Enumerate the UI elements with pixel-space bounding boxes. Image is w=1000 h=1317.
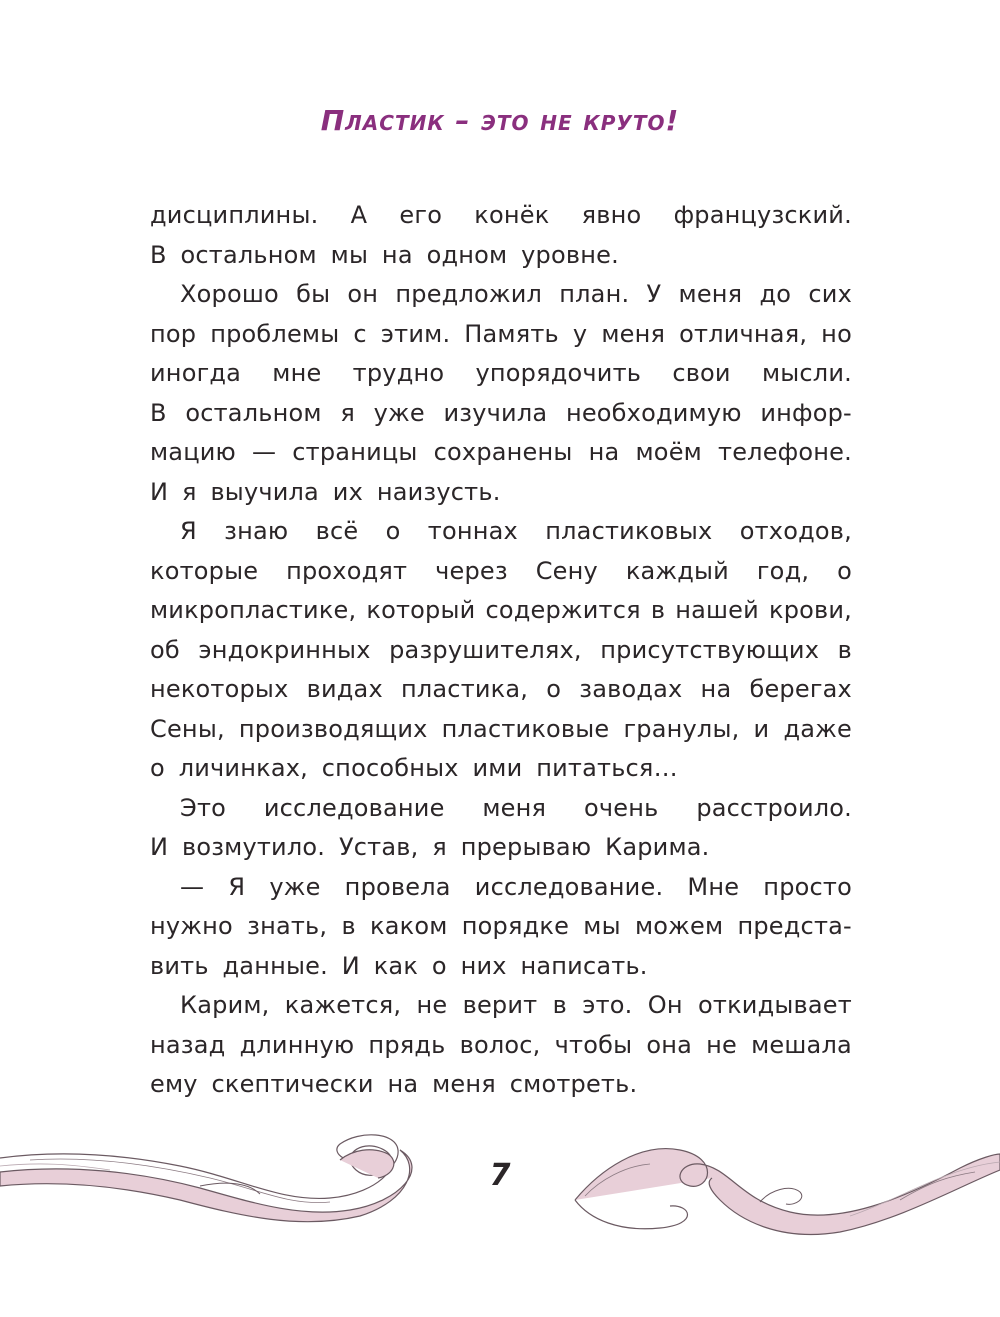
text-line: нужно знать, в каком порядке мы можем предста- <box>150 912 852 940</box>
text-line: дисциплины. А его конёк явно французский. <box>150 201 852 229</box>
text-line: Карим, кажется, не верит в это. Он откидывает <box>180 991 852 1019</box>
text-line: И я выучила их наизусть. <box>150 477 501 506</box>
text-line: об эндокринных разрушителях, присутствующих в <box>150 635 852 664</box>
text-line: В остальном мы на одном уровне. <box>150 240 619 269</box>
text-line: которые проходят через Сену каждый год, о <box>150 556 852 585</box>
text-line: ему скептически на меня смотреть. <box>150 1070 638 1098</box>
text-line: Сены, производящих пластиковые гранулы, и даже <box>150 714 852 743</box>
text-line: В остальном я уже изучила необходимую инфор- <box>150 398 852 427</box>
text-line: И возмутило. Устав, я прерываю Карима. <box>150 833 710 861</box>
text-line: Это исследование меня очень расстроило. <box>180 793 852 822</box>
text-line: пор проблемы с этим. Память у меня отличная, но <box>150 319 852 348</box>
text-line: мацию — страницы сохранены на моём телефоне. <box>150 438 852 466</box>
text-line: назад длинную прядь волос, чтобы она не мешала <box>150 1030 852 1059</box>
text-line: некоторых видах пластика, о заводах на берегах <box>150 675 852 703</box>
text-line: — Я уже провела исследование. Мне просто <box>180 872 852 901</box>
text-line: вить данные. И как о них написать. <box>150 951 648 980</box>
text-line: иногда мне трудно упорядочить свои мысли. <box>150 359 852 387</box>
page-number: 7 <box>489 1158 511 1193</box>
text-line: микропластике, который содержится в нашей крови, <box>150 596 852 624</box>
text-line: Я знаю всё о тоннах пластиковых отходов, <box>180 517 852 545</box>
text-line: о личинках, способных ими питаться… <box>150 754 678 782</box>
text-line: Хорошо бы он предложил план. У меня до сих <box>180 280 852 308</box>
running-header-title: Пластик – это не круто! <box>320 104 680 137</box>
body-text <box>150 196 852 1105</box>
